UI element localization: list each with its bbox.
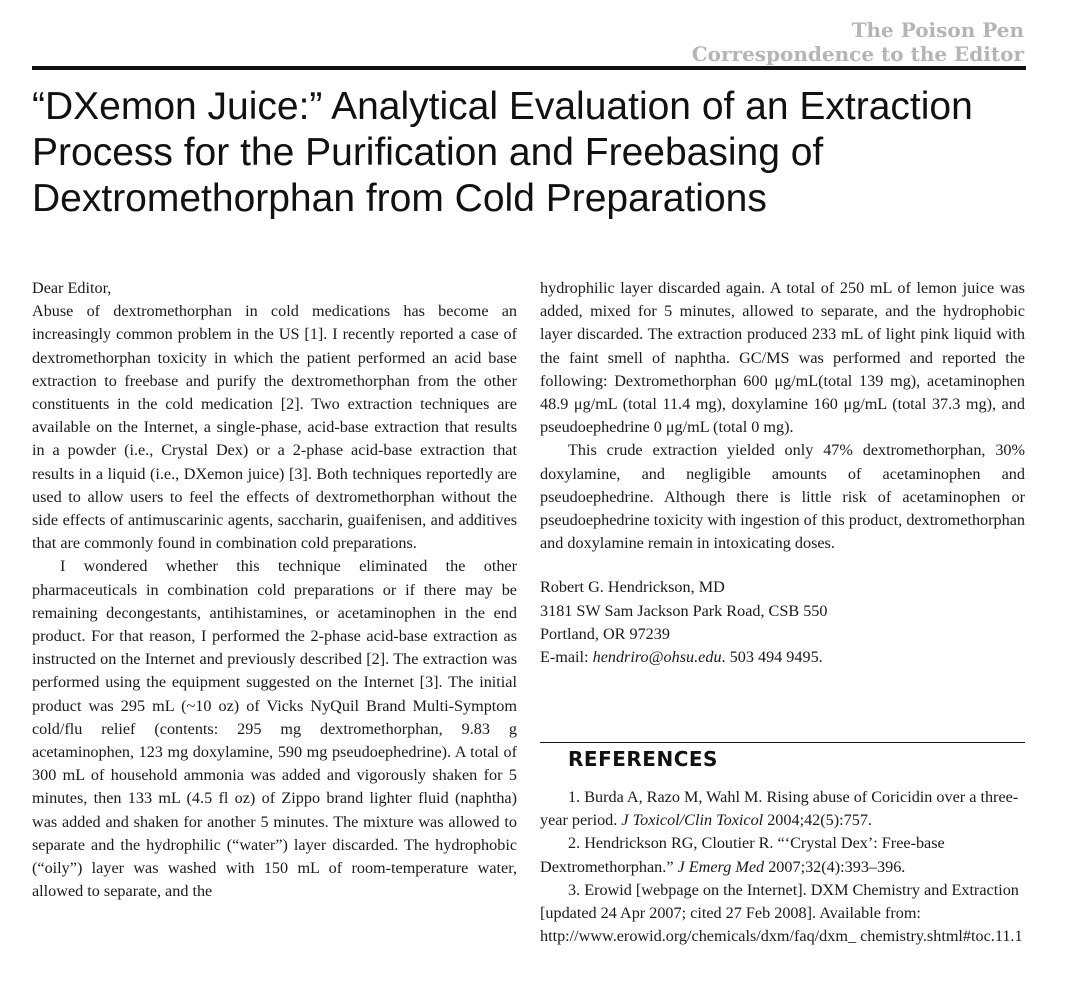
reference-item [540,832,1025,878]
reference-item [540,786,1025,832]
reference-item [540,879,1025,949]
contact-line [540,646,1025,669]
phone-number: . 503 494 9495. [721,648,823,667]
email-prefix: E-mail: [540,648,593,667]
references-heading: REFERENCES [568,747,718,771]
reference-journal: J Toxicol/Clin Toxicol [621,811,764,830]
reference-text: 1. Burda A, Razo M, Wahl M. Rising abuse of Coricidin over a three-year period. [540,788,1019,830]
journal-section-name: The Poison Pen [851,18,1024,42]
right-column [540,277,1025,669]
reference-citation: 2007;32(4):393–396. [764,857,906,876]
reference-journal: J Emerg Med [677,857,765,876]
header-rule [32,66,1026,70]
references-rule [540,742,1025,743]
address-line-1: 3181 SW Sam Jackson Park Road, CSB 550 [540,601,828,620]
body-paragraph-2: I wondered whether this technique eliminated the other pharmaceuticals in combination cold preparations or if there may be remaining decongestants, antihistamines, or acetaminophen in the end product. For that reason, I performed the 2-phase acid-base extraction as instructed on the Internet and previously described [2]. The extraction was performed using the equipment suggested on the Internet [3]. The initial product was 295 mL (~10 oz) of Vicks NyQuil Brand Multi-Symptom cold/flu relief (contents: 295 mg dextromethorphan, 9.83 g acetaminophen, 123 mg doxylamine, 590 mg pseudoephedrine). A total of 300 mL of household ammonia was added and vigorously shaken for 5 minutes, then 133 mL (4.5 fl oz) of Zippo brand lighter fluid (naphtha) was added and shaken for another 5 minutes. The mixture was allowed to separate and the hydrophilic (“water”) layer discarded. The hydrophobic (“oily”) layer was washed with 150 mL of room-temperature water, allowed to separate, and the [32,557,517,901]
email-address[interactable]: hendriro@ohsu.edu [592,648,722,667]
journal-section-subtitle: Correspondence to the Editor [691,42,1024,66]
reference-text: 2. Hendrickson RG, Cloutier R. “‘Crystal Dex’: Free-base Dextromethorphan.” [540,834,945,876]
body-paragraph-4: This crude extraction yielded only 47% dextromethorphan, 30% doxylamine, and negligible amounts of acetaminophen and pseudoephedrine. Although there is little risk of acetaminophen or pseudoephedrine toxicity with ingestion of this product, dextromethorphan and doxylamine remain in intoxicating doses. [540,441,1025,553]
references-list [540,786,1025,948]
signature-block [540,576,1025,669]
address-line-2: Portland, OR 97239 [540,624,670,643]
reference-text[interactable]: 3. Erowid [webpage on the Internet]. DXM Chemistry and Extraction [updated 24 Apr 2007; cited 27 Feb 2008]. Available from: http://www.erowid.org/chemicals/dxm/faq/dxm_ chemistry.shtml#toc.11.1 [540,880,1023,946]
body-paragraph-3: hydrophilic layer discarded again. A total of 250 mL of lemon juice was added, mixed for 5 minutes, allowed to separate, and the hydrophobic layer discarded. The extraction produced 233 mL of light pink liquid with the faint smell of naphtha. GC/MS was performed and reported the following: Dextromethorphan 600 μg/mL(total 139 mg), acetaminophen 48.9 μg/mL (total 11.4 mg), doxylamine 160 μg/mL (total 37.3 mg), and pseudoephedrine 0 μg/mL (total 0 mg). [540,279,1025,437]
journal-header [692,18,1024,66]
left-column [32,277,517,903]
salutation: Dear Editor, [32,279,112,297]
reference-citation: 2004;42(5):757. [763,811,872,830]
body-paragraph-1: Abuse of dextromethorphan in cold medications has become an increasingly common problem in the US [1]. I recently reported a case of dextromethorphan toxicity in which the patient performed an acid base extraction to freebase and purify the dextromethorphan from the other constituents in the cold medication [2]. Two extraction techniques are available on the Internet, a single-phase, acid-base extraction that results in a powder (i.e., Crystal Dex) or a 2-phase acid-base extraction that results in a liquid (i.e., DXemon juice) [3]. Both techniques reportedly are used to allow users to feel the effects of dextromethorphan without the side effects of antimuscarinic agents, saccharin, guaifenisen, and additives that are commonly found in combination cold preparations. [32,302,517,553]
article-title: “DXemon Juice:” Analytical Evaluation of an Extraction Process for the Purification and Freebasing of Dextromethorphan from Cold Preparations [32,85,973,220]
author-name: Robert G. Hendrickson, MD [540,578,725,597]
